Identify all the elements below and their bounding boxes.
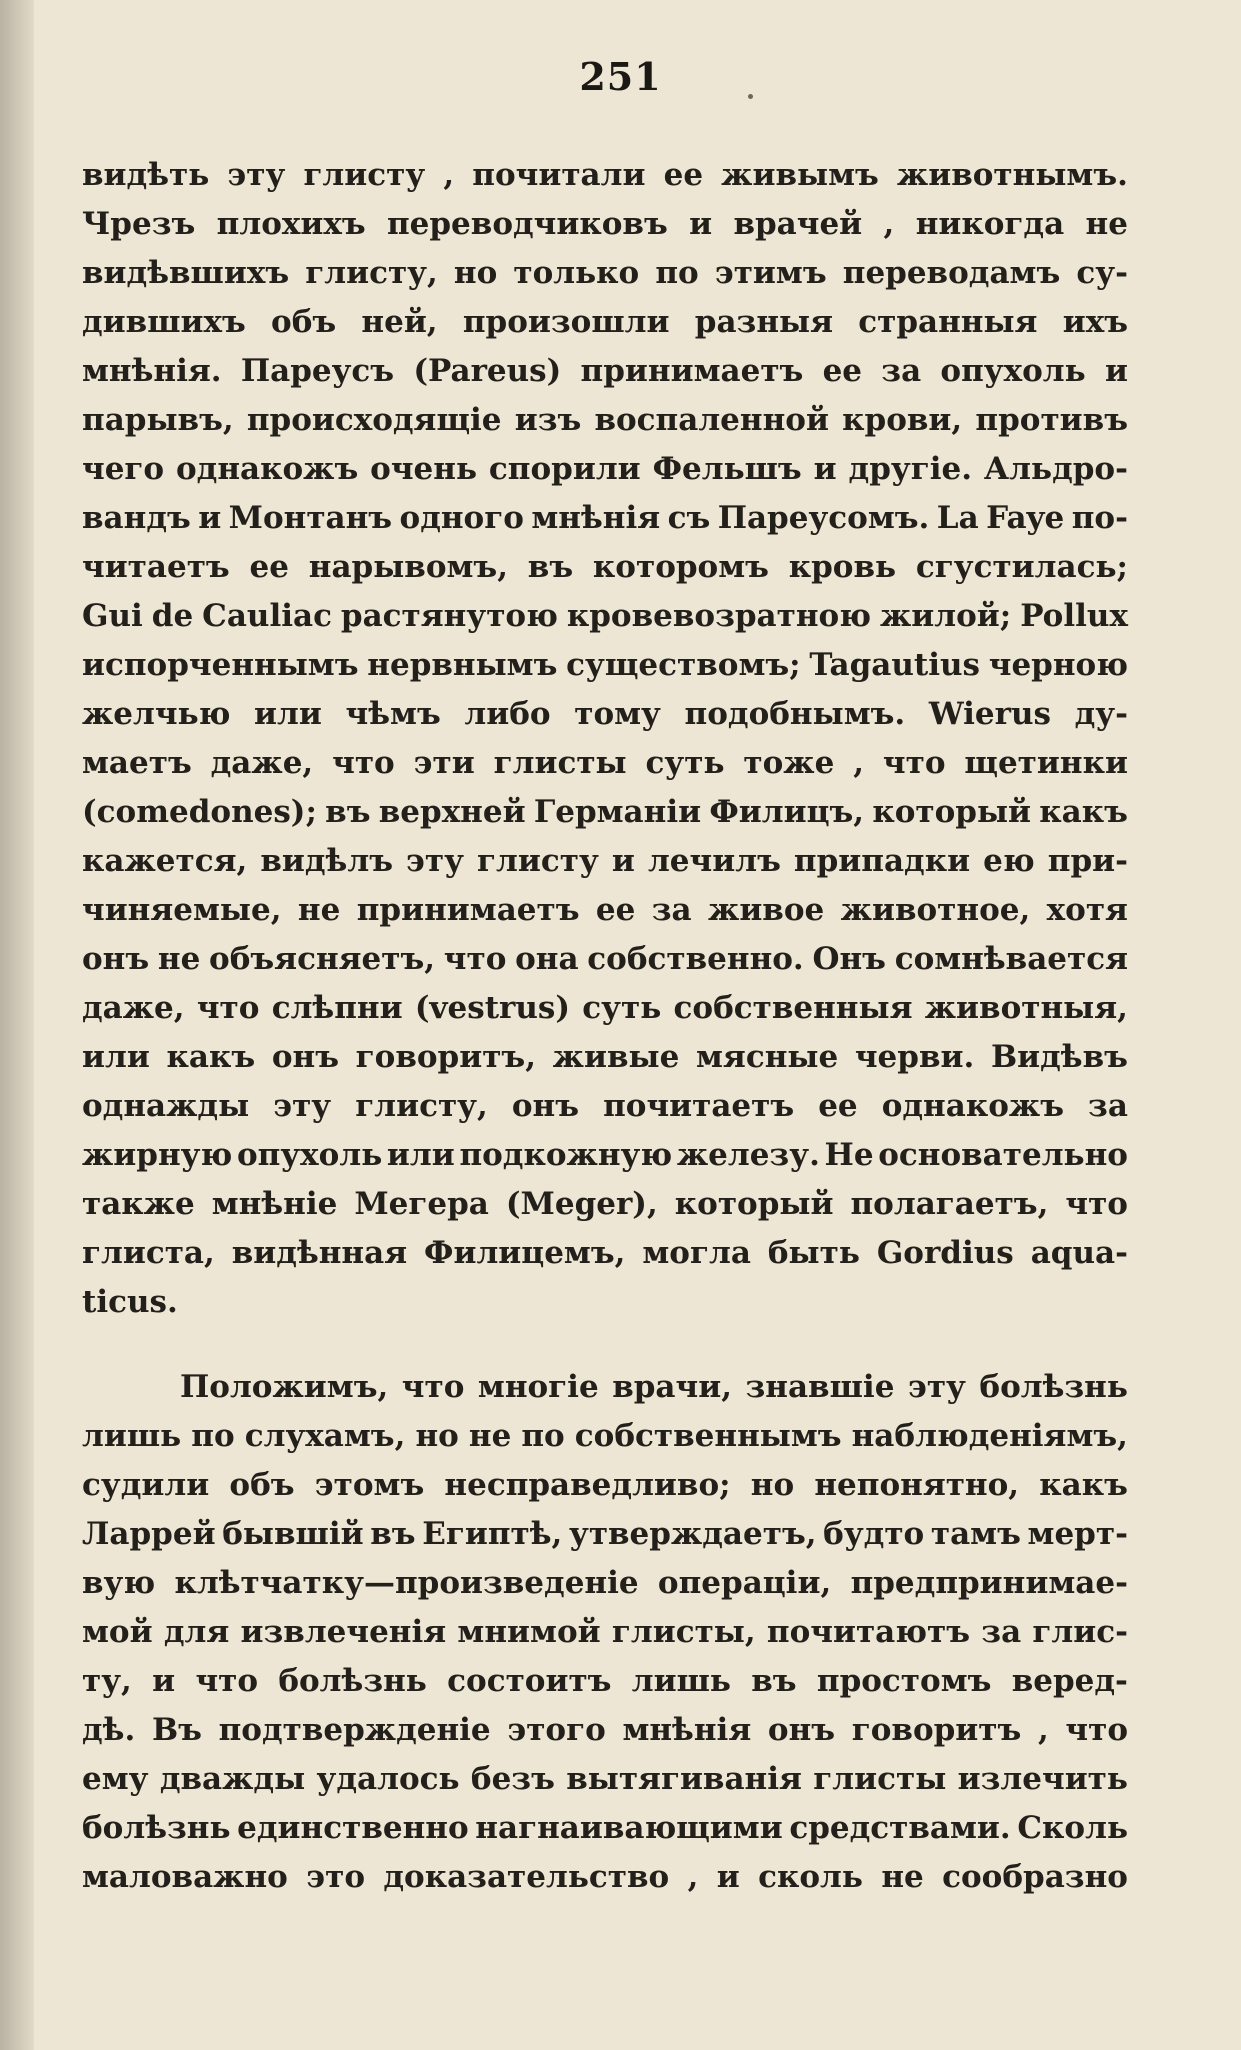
word: который <box>872 794 1032 830</box>
word: железу. <box>676 1137 820 1173</box>
word: очень <box>370 451 477 487</box>
word: дважды <box>159 1761 306 1797</box>
word: глисту, <box>355 1088 488 1124</box>
word: Видѣвъ <box>990 1039 1128 1075</box>
word: за <box>651 892 692 928</box>
word: одного <box>399 500 524 536</box>
word: глиста, <box>82 1235 215 1271</box>
word: но <box>750 1467 795 1503</box>
word: ихъ <box>1062 304 1128 340</box>
word: мнѣніе <box>211 1186 338 1222</box>
word: извлеченія <box>240 1614 447 1650</box>
word: принимаетъ <box>580 353 804 389</box>
word: суть <box>645 745 725 781</box>
word: веред- <box>1011 1663 1128 1699</box>
word: простомъ <box>816 1663 992 1699</box>
word: не <box>297 892 341 928</box>
word: Tagautius <box>809 647 980 683</box>
word: излечить <box>957 1761 1128 1797</box>
word: даже, <box>82 990 185 1026</box>
word: либо <box>464 696 551 732</box>
word: жилой; <box>879 598 1012 634</box>
word: утверждаетъ, <box>568 1516 817 1552</box>
word: объ <box>271 304 337 340</box>
word: только <box>513 255 640 291</box>
word: суть <box>582 990 662 1026</box>
word: безъ <box>470 1761 555 1797</box>
word: это <box>306 1859 365 1895</box>
word: спорили <box>488 451 641 487</box>
word: этомъ <box>314 1467 425 1503</box>
word: черви. <box>854 1039 975 1075</box>
word: за <box>881 353 922 389</box>
word: Ларрей <box>82 1516 216 1552</box>
word: чѣмъ <box>345 696 441 732</box>
word: растянутою <box>340 598 558 634</box>
word: Пареусъ <box>240 353 395 389</box>
word: собственно. <box>587 941 804 977</box>
word: глисту <box>477 843 599 879</box>
word: этого <box>507 1712 606 1748</box>
word: Мегера <box>354 1186 489 1222</box>
word: по- <box>1071 500 1128 536</box>
text-line <box>82 886 1128 935</box>
word: плохихъ <box>216 206 366 242</box>
word: живое <box>708 892 825 928</box>
word: объясняетъ, <box>209 941 436 977</box>
word: , <box>443 157 455 193</box>
text-line <box>82 1804 1128 1853</box>
word: непонятно, <box>814 1467 1020 1503</box>
word: объ <box>229 1467 295 1503</box>
word: другіе. <box>848 451 973 487</box>
word: который <box>674 1186 834 1222</box>
text-line <box>82 1510 1128 1559</box>
word: Cauliac <box>202 598 332 634</box>
word: но <box>453 255 498 291</box>
word: сообразно <box>942 1859 1128 1895</box>
word: почитали <box>472 157 646 193</box>
word: видѣть <box>82 157 210 193</box>
word: опухоль <box>236 1137 383 1173</box>
word: Не <box>824 1137 874 1173</box>
word: жирную <box>82 1137 233 1173</box>
word: кровь <box>788 549 897 585</box>
word: ее <box>595 892 636 928</box>
word: вую <box>82 1565 156 1601</box>
word: мой <box>82 1614 153 1650</box>
word: крови, <box>842 402 963 438</box>
text-line <box>82 396 1128 445</box>
word: парывъ, <box>82 402 234 438</box>
word: маетъ <box>82 745 192 781</box>
word: , <box>853 745 865 781</box>
text-line <box>82 984 1128 1033</box>
word: что <box>195 1663 259 1699</box>
word: какъ <box>166 1039 256 1075</box>
word: въ <box>325 794 371 830</box>
word: несправедливо; <box>444 1467 731 1503</box>
word: однажды <box>82 1088 250 1124</box>
word: этимъ <box>714 255 827 291</box>
word: основательно <box>878 1137 1128 1173</box>
word: Wierus <box>928 696 1051 732</box>
text-line <box>82 1657 1128 1706</box>
word: и <box>152 1663 176 1699</box>
word: что <box>401 1369 465 1405</box>
word: (comedones); <box>82 794 317 830</box>
text-line <box>82 347 1128 396</box>
word: Gui <box>82 598 143 634</box>
word: ее <box>249 549 289 585</box>
word: не <box>468 1418 512 1454</box>
word: ее <box>822 353 863 389</box>
word: за <box>981 1614 1022 1650</box>
text-line <box>82 494 1128 543</box>
word: эти <box>413 745 475 781</box>
word: ее <box>818 1088 858 1124</box>
word: испорченнымъ <box>82 647 359 683</box>
word: La <box>936 500 979 536</box>
word: ду- <box>1074 696 1128 732</box>
word: при- <box>1047 843 1128 879</box>
word: верхней <box>378 794 526 830</box>
word: эту <box>227 157 286 193</box>
word: доказательство <box>383 1859 670 1895</box>
word: по <box>655 255 699 291</box>
text-line <box>82 1461 1128 1510</box>
word: Faye <box>986 500 1065 536</box>
word: существомъ; <box>566 647 801 683</box>
word: подкожную <box>459 1137 673 1173</box>
text-line <box>82 1559 1128 1608</box>
word: что <box>882 745 946 781</box>
word: мнѣнія. <box>82 353 222 389</box>
word: de <box>151 598 194 634</box>
word: , <box>883 206 895 242</box>
word: также <box>82 1186 195 1222</box>
page-gutter-shadow <box>0 0 34 2050</box>
word: единственно <box>237 1810 469 1846</box>
word: живые <box>552 1039 680 1075</box>
text-line <box>82 445 1128 494</box>
paragraph-1 <box>82 151 1128 1327</box>
word: су- <box>1076 255 1128 291</box>
word: произошли <box>462 304 670 340</box>
text-line <box>82 200 1128 249</box>
word: мнѣнія <box>531 500 661 536</box>
word: что <box>1065 1712 1128 1748</box>
word: эту <box>406 843 464 879</box>
word: мнимой <box>457 1614 601 1650</box>
word: онъ <box>767 1712 836 1748</box>
word: онъ <box>511 1088 580 1124</box>
word: нагнаивающими <box>475 1810 783 1846</box>
word: припадки <box>793 843 971 879</box>
word: Положимъ, <box>180 1369 389 1405</box>
word: знавшіе <box>745 1369 895 1405</box>
word: однакожъ <box>176 451 359 487</box>
word: видѣлъ <box>260 843 393 879</box>
word: и <box>198 500 222 536</box>
word: ту, <box>82 1663 132 1699</box>
word: Онъ <box>812 941 886 977</box>
text-line <box>82 1082 1128 1131</box>
word: ticus. <box>82 1284 178 1320</box>
word: и <box>813 451 837 487</box>
word: Филицъ, <box>709 794 865 830</box>
paragraph-2 <box>82 1363 1128 1902</box>
text-line <box>82 1755 1128 1804</box>
word: говоритъ <box>851 1712 1022 1748</box>
word: животныя, <box>924 990 1128 1026</box>
word: по <box>521 1418 565 1454</box>
text-line <box>82 641 1128 690</box>
word: глисту <box>303 157 426 193</box>
word: онъ <box>271 1039 339 1075</box>
word: ему <box>82 1761 149 1797</box>
word: удалось <box>316 1761 460 1797</box>
word: почитаютъ <box>766 1614 971 1650</box>
word: чего <box>82 451 165 487</box>
word: Чрезъ <box>82 206 196 242</box>
word: ней, <box>361 304 438 340</box>
word: глисты, <box>611 1614 756 1650</box>
word: и <box>716 1859 740 1895</box>
word: (Pareus) <box>413 353 562 389</box>
word: бывшій <box>222 1516 364 1552</box>
word: не <box>157 941 201 977</box>
word: кажется, <box>82 843 248 879</box>
word: Германіи <box>533 794 702 830</box>
word: тоже <box>743 745 835 781</box>
text-line <box>82 1229 1128 1278</box>
word: маловажно <box>82 1859 288 1895</box>
word: ею <box>983 843 1035 879</box>
word: и <box>689 206 713 242</box>
word: собственнымъ <box>574 1418 842 1454</box>
word: глисты <box>493 745 627 781</box>
word: слухамъ, <box>244 1418 406 1454</box>
text-line <box>82 1131 1128 1180</box>
word: принимаетъ <box>356 892 580 928</box>
word: Альдро- <box>983 451 1128 487</box>
text-line <box>82 151 1128 200</box>
word: и <box>1104 353 1128 389</box>
word: лишь <box>82 1418 182 1454</box>
word: быть <box>767 1235 860 1271</box>
word: но <box>415 1418 459 1454</box>
word: Монтанъ <box>228 500 393 536</box>
text-line <box>82 1412 1128 1461</box>
text-line <box>82 592 1128 641</box>
text-line <box>82 298 1128 347</box>
word: читаетъ <box>82 549 230 585</box>
word: Pollux <box>1020 598 1128 634</box>
word: глисту, <box>305 255 438 291</box>
word: Филицемъ, <box>424 1235 626 1271</box>
word: происходящіе <box>246 402 502 438</box>
word: видѣвшихъ <box>82 255 290 291</box>
word: эту <box>273 1088 332 1124</box>
word: полагаетъ, <box>850 1186 1049 1222</box>
word: черною <box>988 647 1128 683</box>
word: изъ <box>514 402 582 438</box>
word: Въ <box>151 1712 202 1748</box>
text-line <box>82 788 1128 837</box>
word: предпринимае- <box>850 1565 1128 1601</box>
text-line <box>82 249 1128 298</box>
word: за <box>1088 1088 1128 1124</box>
word: врачи, <box>612 1369 732 1405</box>
word: подобнымъ. <box>684 696 906 732</box>
word: сомнѣвается <box>894 941 1128 977</box>
word: вандъ <box>82 500 191 536</box>
word: нервнымъ <box>367 647 558 683</box>
page-number: 251 <box>579 54 662 99</box>
word: странныя <box>858 304 1038 340</box>
word: желчью <box>82 696 231 732</box>
word: Фельшъ <box>652 451 802 487</box>
word: или <box>254 696 322 732</box>
word: тамъ <box>930 1516 1021 1552</box>
text-line <box>82 1278 1128 1327</box>
word: живымъ <box>721 157 879 193</box>
word: сгустилась; <box>915 549 1128 585</box>
word: болѣзнь <box>82 1810 231 1846</box>
text-line <box>82 1180 1128 1229</box>
word: что <box>332 745 395 781</box>
word: лечилъ <box>647 843 781 879</box>
text-line <box>82 1608 1128 1657</box>
word: , <box>687 1859 699 1895</box>
word: наблюденіямъ, <box>851 1418 1128 1454</box>
word: Египтѣ, <box>422 1516 563 1552</box>
word: сколь <box>758 1859 863 1895</box>
word: собственныя <box>673 990 913 1026</box>
word: вытягиванія <box>566 1761 802 1797</box>
word: по <box>191 1418 235 1454</box>
word: Пареусомъ. <box>717 500 930 536</box>
word: многіе <box>477 1369 599 1405</box>
word: кровевозратною <box>566 598 871 634</box>
word: для <box>163 1614 230 1650</box>
text-line <box>82 935 1128 984</box>
text-line <box>82 543 1128 592</box>
word: , <box>1037 1712 1049 1748</box>
word: какъ <box>1039 794 1128 830</box>
word: видѣнная <box>231 1235 408 1271</box>
text-line <box>82 1853 1128 1902</box>
word: чиняемые, <box>82 892 282 928</box>
word: не <box>881 1859 924 1895</box>
word: лишь <box>631 1663 731 1699</box>
word: Сколь <box>1017 1810 1128 1846</box>
word: что <box>1065 1186 1128 1222</box>
word: что <box>196 990 260 1026</box>
word: состоитъ <box>447 1663 612 1699</box>
word: и <box>611 843 635 879</box>
word: онъ <box>82 941 150 977</box>
word: нарывомъ, <box>308 549 508 585</box>
word: въ <box>751 1663 797 1699</box>
word: будто <box>823 1516 925 1552</box>
text-line <box>82 690 1128 739</box>
word: однакожъ <box>881 1088 1064 1124</box>
word: щетинки <box>964 745 1128 781</box>
text-line <box>82 837 1128 886</box>
word: врачей <box>733 206 863 242</box>
word: разныя <box>694 304 833 340</box>
word: переводчиковъ <box>386 206 668 242</box>
word: какъ <box>1039 1467 1128 1503</box>
ink-speck <box>748 94 753 99</box>
word: глис- <box>1032 1614 1128 1650</box>
word: мерт- <box>1027 1516 1128 1552</box>
word: съ <box>667 500 711 536</box>
word: не <box>1085 206 1128 242</box>
word: мясные <box>695 1039 839 1075</box>
word: почитаетъ <box>603 1088 795 1124</box>
word: въ <box>527 549 574 585</box>
word: она <box>515 941 579 977</box>
text-line <box>82 739 1128 788</box>
text-line <box>82 1363 1128 1412</box>
word: животное, <box>840 892 1031 928</box>
word: (vestrus) <box>414 990 571 1026</box>
word: болѣзнь <box>278 1663 427 1699</box>
word: или <box>82 1039 150 1075</box>
word: которомъ <box>592 549 769 585</box>
word: ее <box>663 157 704 193</box>
word: дившихъ <box>82 304 246 340</box>
word: опухоль <box>940 353 1086 389</box>
word: Gordius <box>876 1235 1014 1271</box>
word: клѣтчатку—произведеніе <box>174 1565 639 1601</box>
word: что <box>443 941 507 977</box>
word: тому <box>574 696 661 732</box>
word: эту <box>907 1369 966 1405</box>
word: или <box>386 1137 455 1173</box>
word: aqua- <box>1030 1235 1128 1271</box>
word: хотя <box>1046 892 1128 928</box>
text-line <box>82 1706 1128 1755</box>
word: болѣзнь <box>979 1369 1128 1405</box>
word: даже, <box>210 745 314 781</box>
word: подтвержденіе <box>218 1712 491 1748</box>
word: глисты <box>813 1761 947 1797</box>
word: могла <box>642 1235 751 1271</box>
word: дѣ. <box>82 1712 136 1748</box>
word: слѣпни <box>271 990 403 1026</box>
word: судили <box>82 1467 210 1503</box>
word: воспаленной <box>594 402 829 438</box>
word: (Meger), <box>505 1186 658 1222</box>
word: противъ <box>975 402 1128 438</box>
word: переводамъ <box>842 255 1061 291</box>
word: никогда <box>915 206 1065 242</box>
word: мнѣнія <box>622 1712 752 1748</box>
word: въ <box>370 1516 416 1552</box>
word: операціи, <box>657 1565 832 1601</box>
text-line <box>82 1033 1128 1082</box>
word: животнымъ. <box>896 157 1128 193</box>
word: говоритъ, <box>355 1039 536 1075</box>
word: средствами. <box>789 1810 1011 1846</box>
